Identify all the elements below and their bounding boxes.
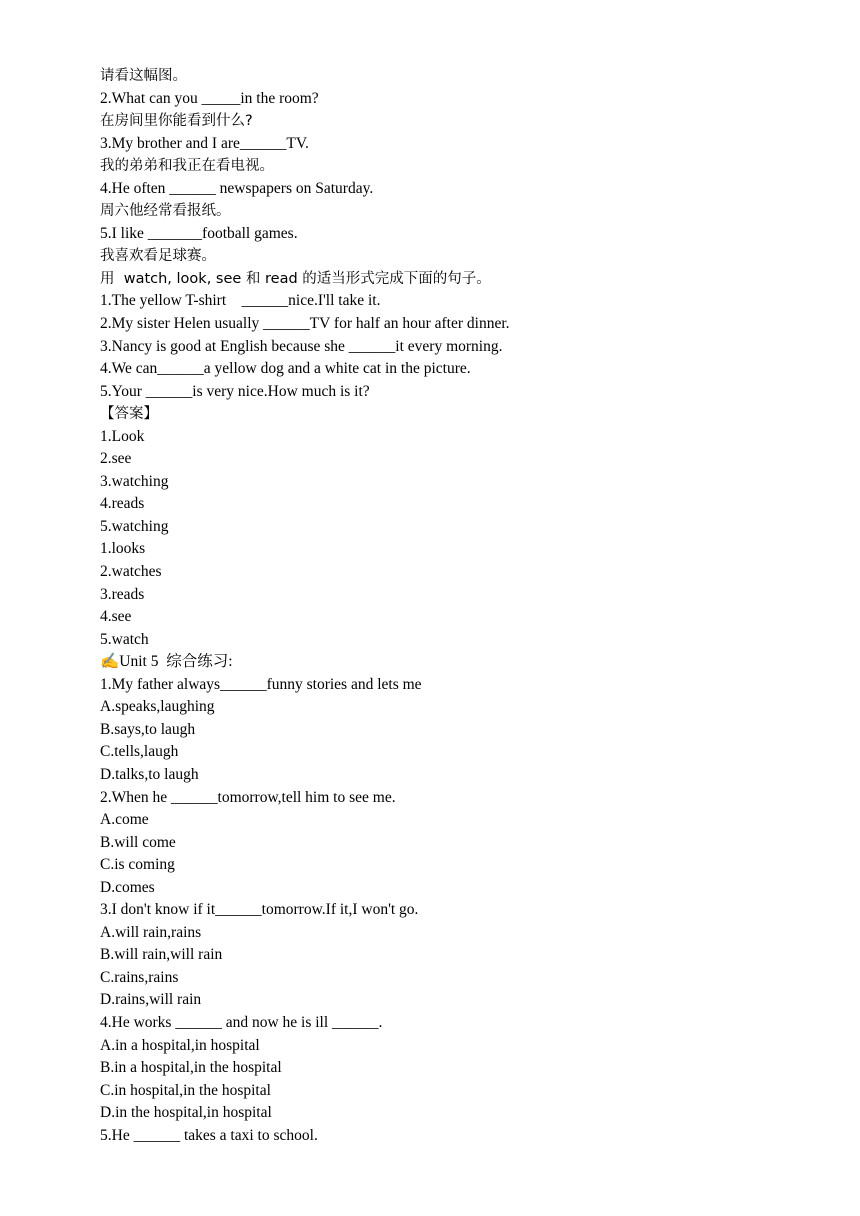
text-line: A.will rain,rains [100, 923, 202, 941]
text-line: 在房间里你能看到什么? [100, 113, 253, 130]
text-line: 3.I don't know if it______tomorrow.If it,I won't go. [100, 901, 419, 919]
text-line: C.tells,laugh [100, 743, 179, 761]
text-line: 5.He ______ takes a taxi to school. [100, 1126, 318, 1144]
text-line: ✍Unit 5 综合练习: [100, 653, 233, 671]
text-line: 4.see [100, 608, 132, 626]
text-line: 2.When he ______tomorrow,tell him to see me. [100, 788, 396, 806]
text-line: 3.reads [100, 585, 145, 603]
text-line: 1.Look [100, 427, 145, 445]
text-line: 3.Nancy is good at English because she ______it every morning. [100, 337, 503, 355]
document-page [100, 65, 800, 1147]
text-line: 3.My brother and I are______TV. [100, 134, 309, 152]
text-line: A.come [100, 811, 149, 829]
text-line: 1.The yellow T-shirt ______nice.I'll take it. [100, 292, 381, 310]
text-line: 4.We can______a yellow dog and a white cat in the picture. [100, 360, 471, 378]
text-line: 4.reads [100, 495, 145, 513]
text-line: C.rains,rains [100, 968, 179, 986]
text-line: 5.Your ______is very nice.How much is it? [100, 382, 370, 400]
text-line: A.speaks,laughing [100, 698, 215, 716]
text-line: B.will come [100, 833, 176, 851]
text-line: C.in hospital,in the hospital [100, 1081, 271, 1099]
text-line: 5.watching [100, 517, 169, 535]
text-line: 2.My sister Helen usually ______TV for half an hour after dinner. [100, 315, 510, 333]
text-line: 我喜欢看足球赛。 [100, 248, 216, 265]
text-line: D.comes [100, 878, 155, 896]
text-line: B.will rain,will rain [100, 946, 223, 964]
text-line: 用 watch, look, see 和 read 的适当形式完成下面的句子。 [100, 270, 491, 287]
text-line: 1.My father always______funny stories and lets me [100, 675, 422, 693]
text-line: 2.see [100, 450, 132, 468]
text-line: C.is coming [100, 856, 175, 874]
text-line: 2.What can you _____in the room? [100, 89, 319, 107]
text-line: B.says,to laugh [100, 720, 196, 738]
text-line: D.talks,to laugh [100, 765, 199, 783]
text-line: D.in the hospital,in hospital [100, 1104, 272, 1122]
text-line: 我的弟弟和我正在看电视。 [100, 158, 274, 175]
text-line: 1.looks [100, 540, 146, 558]
text-line: 2.watches [100, 563, 162, 581]
text-line: D.rains,will rain [100, 991, 202, 1009]
text-line: 4.He works ______ and now he is ill ______. [100, 1013, 383, 1031]
text-line: 5.I like _______football games. [100, 224, 298, 242]
text-line: 5.watch [100, 630, 149, 648]
text-line: 周六他经常看报纸。 [100, 203, 231, 220]
text-line: 4.He often ______ newspapers on Saturday. [100, 179, 374, 197]
text-line: 【答案】 [100, 406, 158, 423]
text-line: A.in a hospital,in hospital [100, 1036, 260, 1054]
text-line: B.in a hospital,in the hospital [100, 1059, 282, 1077]
text-line: 请看这幅图。 [100, 68, 187, 84]
text-line: 3.watching [100, 472, 169, 490]
